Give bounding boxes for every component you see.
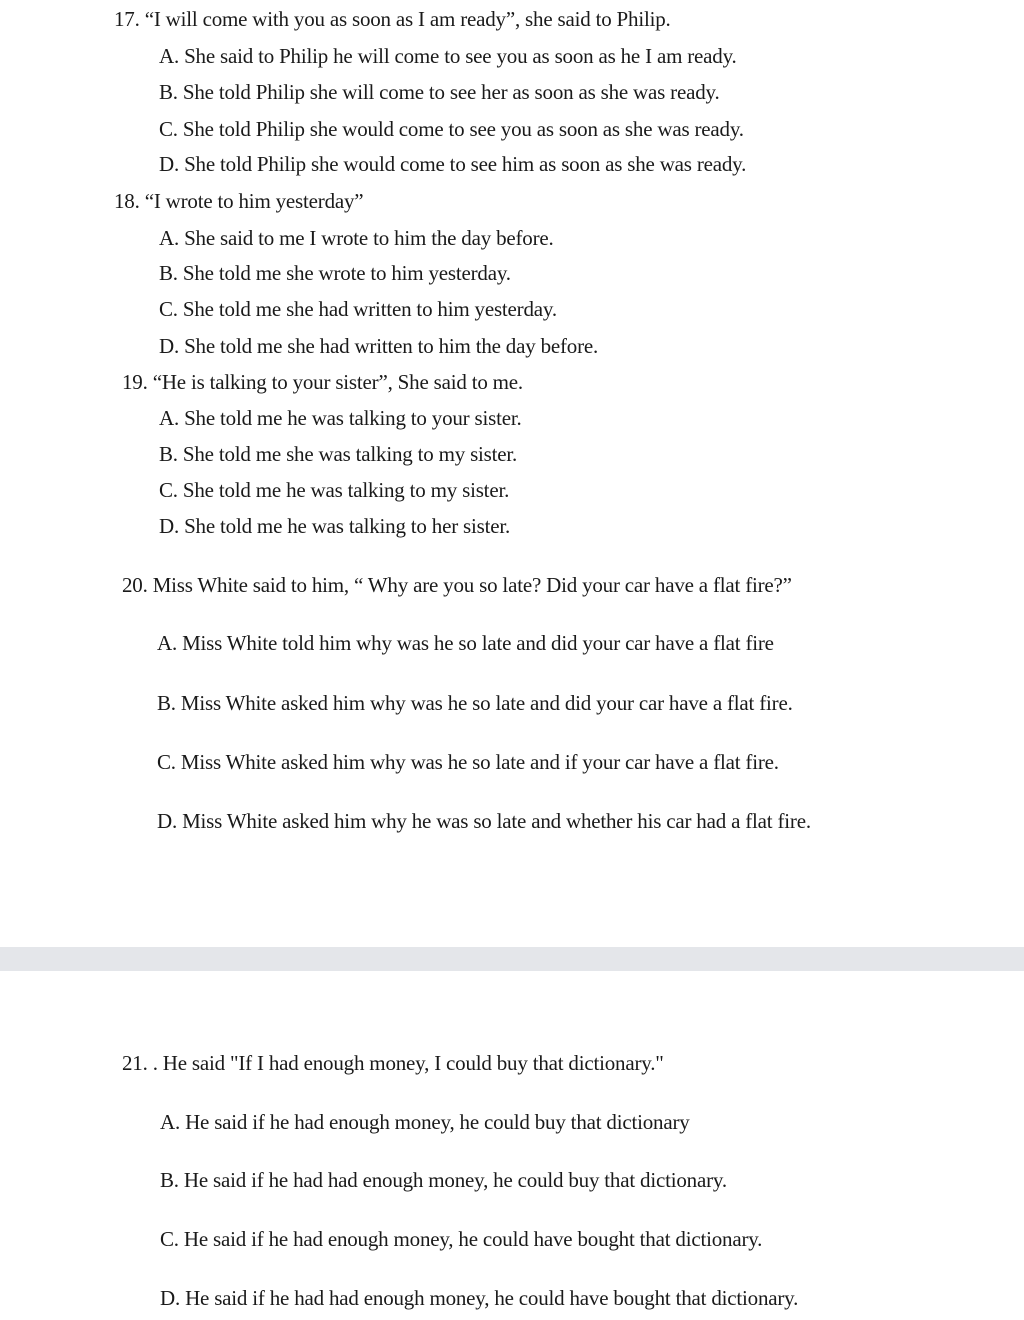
question-17-option-b[interactable]: B. She told Philip she will come to see her as soon as she was ready. xyxy=(159,80,720,104)
question-19-option-c[interactable]: C. She told me he was talking to my sister. xyxy=(159,478,510,502)
question-21-option-b[interactable]: B. He said if he had had enough money, he could buy that dictionary. xyxy=(160,1168,727,1192)
question-18-option-d[interactable]: D. She told me she had written to him the day before. xyxy=(159,334,599,358)
question-17-stem: 17. “I will come with you as soon as I am ready”, she said to Philip. xyxy=(114,7,671,31)
page-divider xyxy=(0,947,1024,971)
question-19-option-d[interactable]: D. She told me he was talking to her sister. xyxy=(159,514,511,538)
question-19-option-a[interactable]: A. She told me he was talking to your sister. xyxy=(159,406,522,430)
question-21-option-a[interactable]: A. He said if he had enough money, he could buy that dictionary xyxy=(160,1110,690,1134)
question-21-option-d[interactable]: D. He said if he had had enough money, he could have bought that dictionary. xyxy=(160,1286,799,1310)
question-20-option-a[interactable]: A. Miss White told him why was he so late and did your car have a flat fire xyxy=(157,631,774,655)
question-17-option-d[interactable]: D. She told Philip she would come to see him as soon as she was ready. xyxy=(159,152,747,176)
question-18-stem: 18. “I wrote to him yesterday” xyxy=(114,189,364,213)
question-17-option-a[interactable]: A. She said to Philip he will come to see you as soon as he I am ready. xyxy=(159,44,737,68)
question-18-option-c[interactable]: C. She told me she had written to him yesterday. xyxy=(159,297,557,321)
question-21-stem: 21. . He said "If I had enough money, I could buy that dictionary." xyxy=(122,1051,664,1075)
question-18-option-a[interactable]: A. She said to me I wrote to him the day before. xyxy=(159,226,554,250)
question-19-option-b[interactable]: B. She told me she was talking to my sister. xyxy=(159,442,518,466)
question-18-option-b[interactable]: B. She told me she wrote to him yesterday. xyxy=(159,261,511,285)
question-17-option-c[interactable]: C. She told Philip she would come to see you as soon as she was ready. xyxy=(159,117,744,141)
question-20-option-c[interactable]: C. Miss White asked him why was he so late and if your car have a flat fire. xyxy=(157,750,779,774)
question-21-option-c[interactable]: C. He said if he had enough money, he could have bought that dictionary. xyxy=(160,1227,763,1251)
question-20-stem: 20. Miss White said to him, “ Why are you so late? Did your car have a flat fire?” xyxy=(122,573,792,597)
question-19-stem: 19. “He is talking to your sister”, She said to me. xyxy=(122,370,523,394)
question-20-option-d[interactable]: D. Miss White asked him why he was so late and whether his car had a flat fire. xyxy=(157,809,811,833)
question-20-option-b[interactable]: B. Miss White asked him why was he so late and did your car have a flat fire. xyxy=(157,691,793,715)
